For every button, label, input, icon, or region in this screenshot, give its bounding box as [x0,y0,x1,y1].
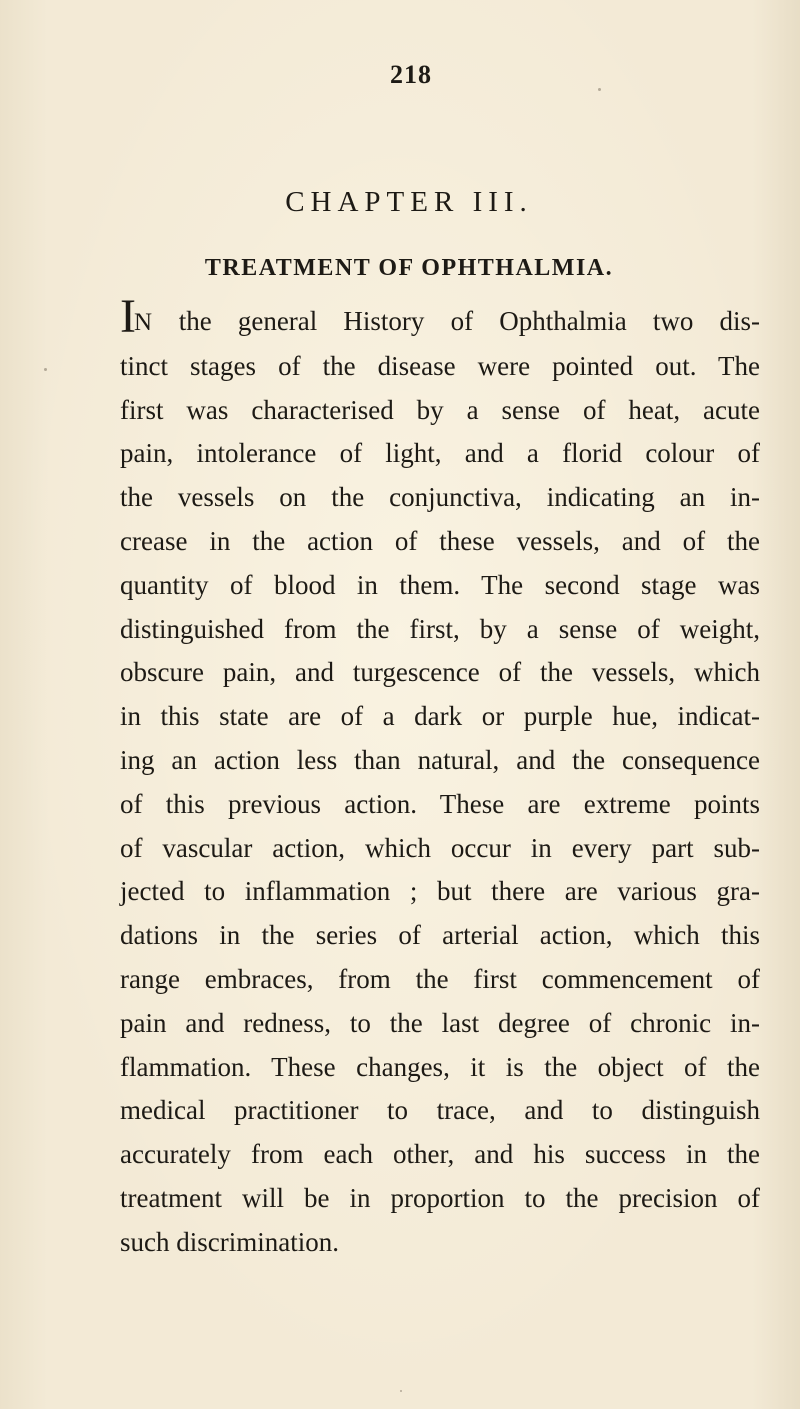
paragraph-line: of vascular action, which occur in every part sub- [120,832,760,863]
opening-word-rest: N [133,309,153,336]
paragraph-line: quantity of blood in them. The second stage was [120,569,760,600]
paragraph-line: ing an action less than natural, and the consequence [120,744,760,775]
paragraph-line: first was characterised by a sense of heat, acute [120,394,760,425]
paragraph-line: tinct stages of the disease were pointed out. The [120,350,760,381]
body-paragraph [120,290,760,1265]
paragraph-line: pain, intolerance of light, and a florid colour of [120,438,760,469]
paragraph-line: of this previous action. These are extreme points [120,788,760,819]
section-heading: TREATMENT OF OPHTHALMIA. [204,255,614,281]
paper-speck [400,1390,402,1392]
chapter-heading: CHAPTER III. [285,186,533,218]
paragraph-line: distinguished from the first, by a sense of weight, [120,613,760,644]
paragraph-line: accurately from each other, and his success in the [120,1139,760,1170]
paragraph-line: jected to inflammation ; but there are various gra- [120,876,760,907]
paragraph-line: range embraces, from the first commencement of [120,963,760,994]
page-number: 218 [390,60,432,89]
paragraph-line: in this state are of a dark or purple hue, indicat- [120,701,760,732]
paragraph-line: the vessels on the conjunctiva, indicating an in- [120,482,760,513]
paper-speck [44,368,47,371]
paragraph-line: crease in the action of these vessels, and of the [120,525,760,556]
paragraph-line: treatment will be in proportion to the precision of [120,1182,760,1213]
paragraph-line: obscure pain, and turgescence of the vessels, which [120,657,760,688]
paper-speck [598,88,601,91]
paragraph-line: medical practitioner to trace, and to distinguish [120,1095,760,1126]
paragraph-line: dations in the series of arterial action, which this [120,920,760,951]
paragraph-line: flammation. These changes, it is the object of the [120,1051,760,1082]
paragraph-line-last: such discrimination. [120,1226,339,1257]
drop-cap: I [120,290,134,343]
paragraph-line-1 [120,290,760,345]
paragraph-line: pain and redness, to the last degree of chronic in- [120,1007,760,1038]
line-text: the general History of Ophthalmia two dis- [152,306,760,336]
